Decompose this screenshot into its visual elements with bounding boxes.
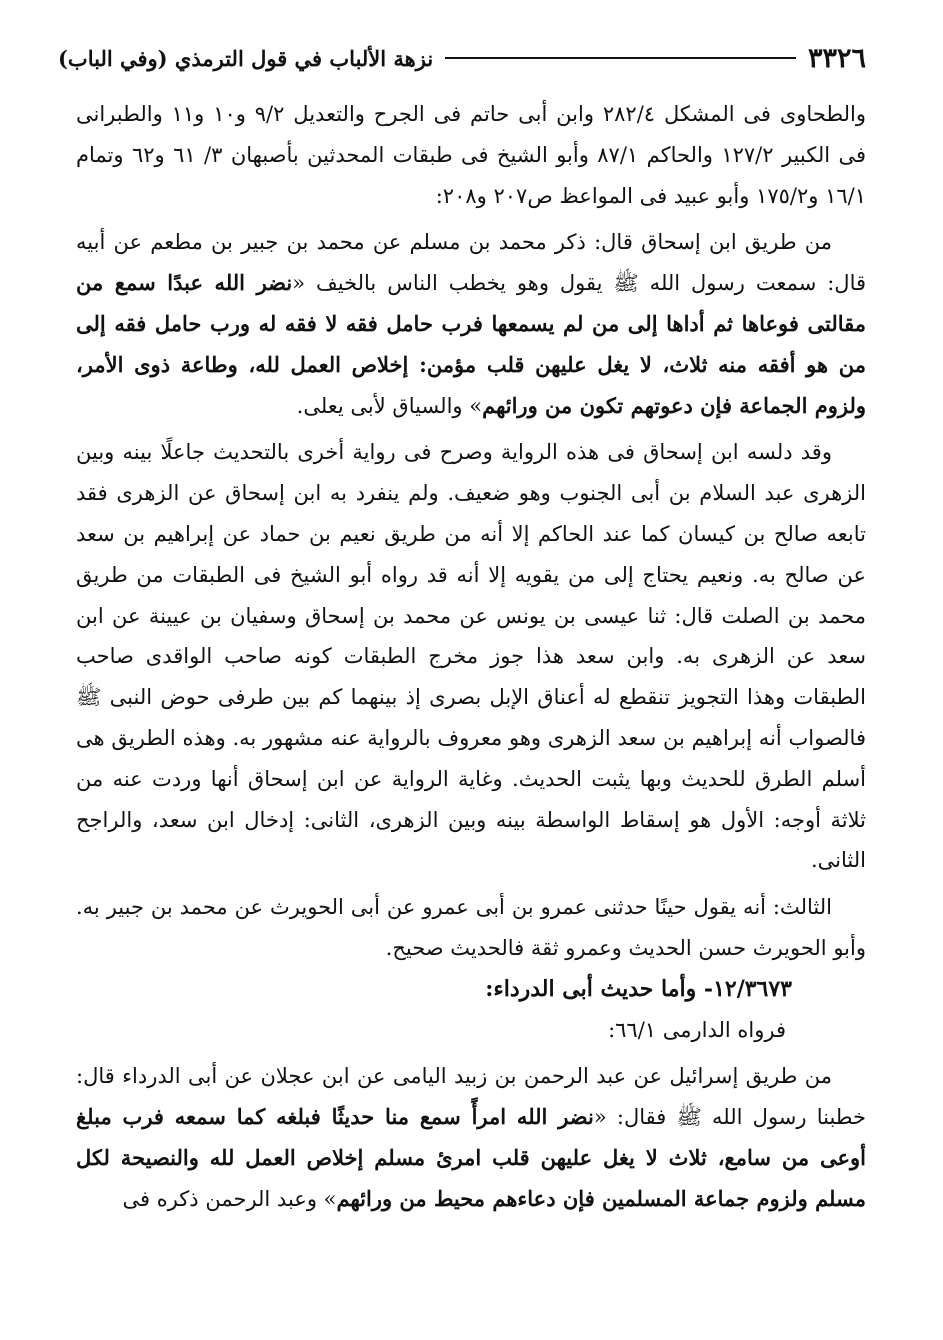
route-tail-text: » وعبد الرحمن ذكره فى <box>122 1186 337 1211</box>
header-rule <box>445 57 796 59</box>
section-heading: ١٢/٣٦٧٣- وأما حديث أبى الدرداء: <box>485 975 792 1002</box>
route-tail-text: » والسياق لأبى يعلى. <box>296 393 483 418</box>
page-number: ٣٣٢٦ <box>807 42 866 74</box>
paragraph-third-aspect: الثالث: أنه يقول حينًا حدثنى عمرو بن أبى عمرو عن أبى الحويرث عن محمد بن جبير به. وأبو الحويرث حسن الحديث وعمرو ثقة فالحديث صحيح. <box>76 895 866 960</box>
route-lead-text: من طريق ابن إسحاق قال: ذكر محمد بن مسلم عن محمد بن جبير بن مطعم عن أبيه قال: سمعت رسول الله ﷺ يقول وهو يخطب الناس بالخيف « <box>76 230 867 296</box>
paragraph-analysis: وقد دلسه ابن إسحاق فى هذه الرواية وصرح فى رواية أخرى بالتحديث جاعلًا بينه وبين الزهرى عبد السلام بن أبى الجنوب وهو ضعيف. ولم ينفرد به ابن إسحاق عن الزهرى فقد تابعه صالح بن كيسان كما عند الحاكم إلا أنه من طريق نعيم بن حماد عن إبراهيم بن سعد عن صالح به. ونعيم يحتاج إلى من يقويه إلا أنه قد رواه أبو الشيخ فى الطبقات من طريق محمد بن الصلت قال: ثنا عيسى بن يونس عن محمد بن إسحاق وسفيان بن عيينة عن ابن سعد عن الزهرى به. وابن سعد هذا جوز مخرج الطبقات كونه صاحب الواقدى صاحب الطبقات وهذا التجويز تنقطع له أعناق الإبل بصرى إذ بينهما كم بين طرفى حوض النبى ﷺ فالصواب أنه إبراهيم بن سعد الزهرى وهو معروف بالرواية عنه مشهور به. وهذه الطريق هى أسلم الطرق للحديث وبها يثبت الحديث. وغاية الرواية عن ابن إسحاق أنها وردت عنه من ثلاثة أوجه: الأول هو إسقاط الواسطة بينه وبين الزهرى، الثانى: إدخال ابن سعد، والراجح الثانى. <box>76 440 866 873</box>
hadith-text: نضر الله عبدًا سمع من مقالتى فوعاها ثم أداها إلى من لم يسمعها فرب حامل فقه لا فقه له ورب حامل فقه إلى من هو أفقه منه ثلاث، لا يغل عليهن قلب مؤمن: إخلاص العمل لله، وطاعة ذوى الأمر، ولزوم الجماعة فإن دعوتهم تكون من ورائهم <box>76 270 866 418</box>
paragraph-darimi-route <box>76 1056 866 1219</box>
running-title: نزهة الألباب في قول الترمذي (وفي الباب) <box>58 45 434 71</box>
hadith-text: نضر الله امرأً سمع منا حديثًا فبلغه كما سمعه فرب مبلغ أوعى من سامع، ثلاث لا يغل عليهن قلب امرئ مسلم إخلاص العمل لله والنصيحة لكل مسلم ولزوم جماعة المسلمين فإن دعاءهم محيط من ورائهم <box>76 1104 866 1211</box>
page-header <box>58 38 866 78</box>
paragraph-references: والطحاوى فى المشكل ٢٨٢/٤ وابن أبى حاتم فى الجرح والتعديل ٩/٢ و١٠ و١١ والطبرانى فى الكبير ١٢٧/٢ والحاكم ٨٧/١ وأبو الشيخ فى طبقات المحدثين بأصبهان ٣/ ٦١ و٦٢ وتمام ١٦/١ و١٧٥/٢ وأبو عبيد فى المواعظ ص٢٠٧ و٢٠٨: <box>76 102 867 208</box>
paragraph-ibn-ishaq-route <box>76 222 866 426</box>
source-line: فرواه الدارمى ٦٦/١: <box>608 1017 786 1042</box>
body-text <box>76 94 866 1220</box>
route-lead-text: من طريق إسرائيل عن عبد الرحمن بن زبيد اليامى عن ابن عجلان عن أبى الدرداء قال: خطبنا رسول الله ﷺ فقال: « <box>76 1064 867 1130</box>
